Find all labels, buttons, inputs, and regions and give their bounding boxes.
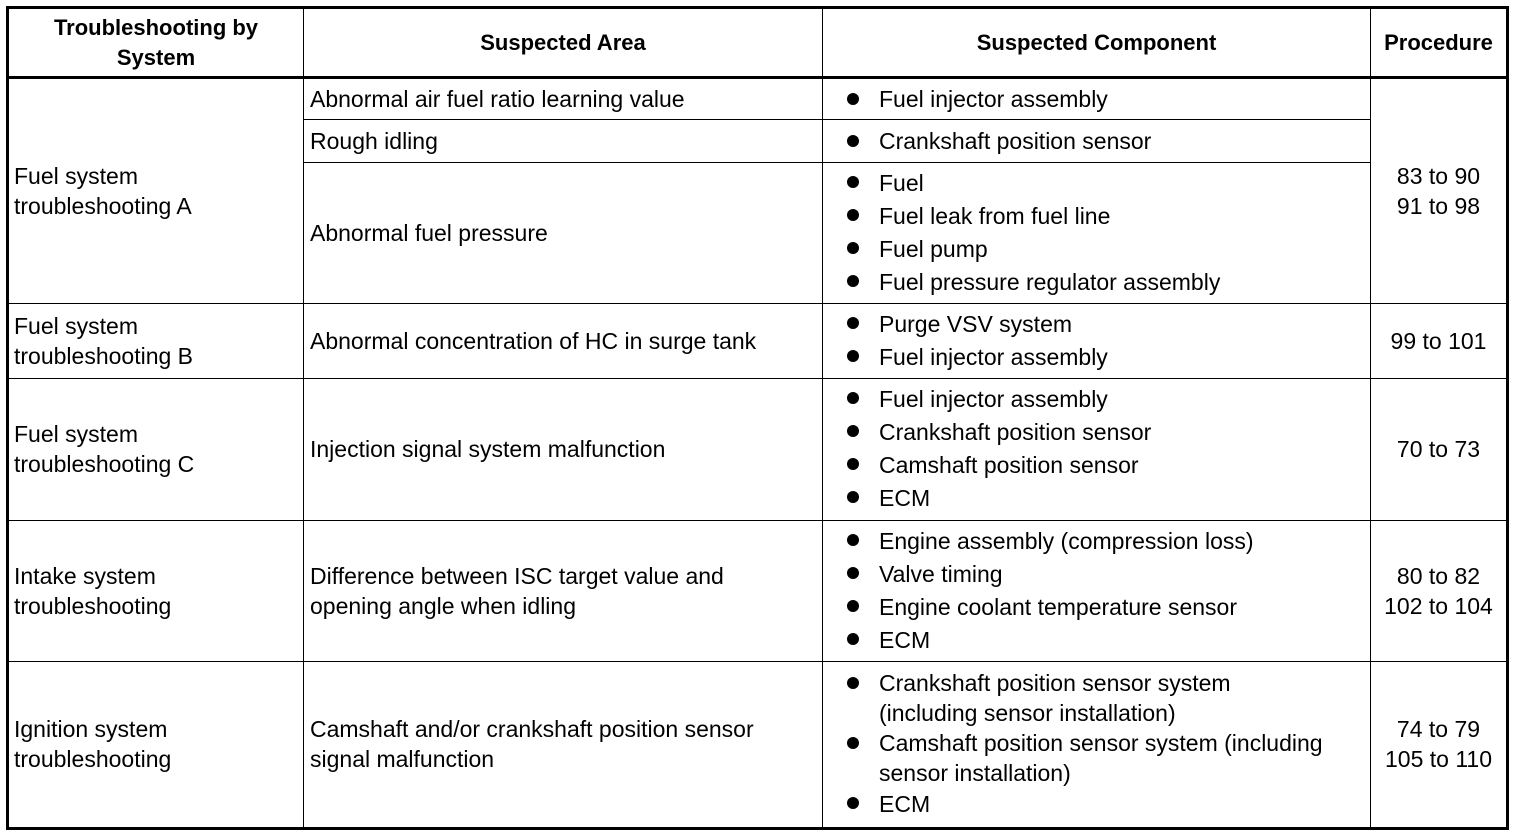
component-item: Fuel pressure regulator assembly bbox=[843, 266, 1364, 299]
area-label: Rough idling bbox=[310, 127, 438, 154]
area-label: Camshaft and/or crankshaft position sensor bbox=[310, 716, 754, 743]
system-label: troubleshooting bbox=[14, 746, 172, 773]
area-cell bbox=[304, 303, 823, 379]
component-line: sensor installation) bbox=[879, 759, 1071, 786]
component-item: ECM bbox=[843, 788, 1364, 821]
header-suspected-area: Suspected Area bbox=[304, 8, 823, 78]
component-line: Crankshaft position sensor system bbox=[879, 669, 1231, 696]
procedure-cell bbox=[1371, 78, 1508, 304]
component-cell bbox=[823, 78, 1371, 120]
system-label: Fuel system bbox=[14, 421, 138, 448]
component-item: Crankshaft position sensor bbox=[843, 126, 1364, 156]
area-label: Injection signal system malfunction bbox=[310, 436, 666, 463]
system-label: Intake system bbox=[14, 562, 156, 589]
system-label: troubleshooting A bbox=[14, 192, 192, 219]
component-item: Fuel injector assembly bbox=[843, 84, 1364, 114]
area-cell bbox=[304, 120, 823, 162]
procedure-range: 80 to 82 bbox=[1396, 562, 1481, 589]
component-item bbox=[843, 728, 1364, 788]
header-suspected-component: Suspected Component bbox=[823, 8, 1371, 78]
component-item: ECM bbox=[843, 482, 1364, 515]
header-row bbox=[8, 8, 1508, 78]
header-system: Troubleshooting by System bbox=[8, 8, 304, 78]
area-label: opening angle when idling bbox=[310, 592, 576, 619]
component-item: ECM bbox=[843, 624, 1364, 657]
component-item: Crankshaft position sensor bbox=[843, 416, 1364, 449]
component-cell bbox=[823, 661, 1371, 828]
system-cell bbox=[8, 661, 304, 828]
component-cell bbox=[823, 120, 1371, 162]
component-item: Camshaft position sensor bbox=[843, 449, 1364, 482]
area-label: signal malfunction bbox=[310, 746, 495, 773]
component-cell bbox=[823, 162, 1371, 303]
component-item: Fuel injector assembly bbox=[843, 341, 1364, 374]
procedure-range: 74 to 79 bbox=[1396, 716, 1481, 743]
system-label: Ignition system bbox=[14, 716, 168, 743]
component-cell bbox=[823, 303, 1371, 379]
procedure-cell bbox=[1371, 661, 1508, 828]
system-cell bbox=[8, 520, 304, 661]
header-procedure: Procedure bbox=[1371, 8, 1508, 78]
table-row bbox=[8, 379, 1508, 520]
table-row bbox=[8, 78, 1508, 120]
area-label: Abnormal fuel pressure bbox=[310, 219, 548, 246]
system-label: troubleshooting C bbox=[14, 451, 195, 478]
component-item: Engine coolant temperature sensor bbox=[843, 591, 1364, 624]
system-label: Fuel system bbox=[14, 313, 138, 340]
area-label: Abnormal concentration of HC in surge tank bbox=[310, 328, 757, 355]
procedure-range: 102 to 104 bbox=[1384, 592, 1493, 619]
system-cell bbox=[8, 303, 304, 379]
procedure-cell bbox=[1371, 520, 1508, 661]
component-item: Valve timing bbox=[843, 558, 1364, 591]
area-cell bbox=[304, 661, 823, 828]
component-cell bbox=[823, 379, 1371, 520]
procedure-range: 83 to 90 bbox=[1396, 162, 1481, 189]
procedure-cell bbox=[1371, 303, 1508, 379]
component-item: Engine assembly (compression loss) bbox=[843, 525, 1364, 558]
troubleshooting-table bbox=[6, 6, 1509, 830]
system-cell bbox=[8, 379, 304, 520]
component-item: Fuel bbox=[843, 167, 1364, 200]
component-cell bbox=[823, 520, 1371, 661]
procedure-range: 70 to 73 bbox=[1396, 436, 1481, 463]
component-item bbox=[843, 668, 1364, 728]
procedure-range: 99 to 101 bbox=[1390, 328, 1487, 355]
area-cell bbox=[304, 78, 823, 120]
system-label: troubleshooting B bbox=[14, 343, 194, 370]
area-cell bbox=[304, 379, 823, 520]
system-cell bbox=[8, 78, 304, 304]
table-row bbox=[8, 661, 1508, 828]
procedure-range: 105 to 110 bbox=[1384, 746, 1492, 773]
table-row bbox=[8, 520, 1508, 661]
component-line: (including sensor installation) bbox=[879, 699, 1176, 726]
table-row bbox=[8, 303, 1508, 379]
component-item: Purge VSV system bbox=[843, 308, 1364, 341]
component-item: Fuel pump bbox=[843, 233, 1364, 266]
system-label: troubleshooting bbox=[14, 592, 172, 619]
component-item: Fuel leak from fuel line bbox=[843, 200, 1364, 233]
component-line: Camshaft position sensor system (including bbox=[879, 729, 1323, 756]
system-label: Fuel system bbox=[14, 162, 138, 189]
area-cell bbox=[304, 520, 823, 661]
area-label: Difference between ISC target value and bbox=[310, 562, 724, 589]
procedure-cell bbox=[1371, 379, 1508, 520]
area-label: Abnormal air fuel ratio learning value bbox=[310, 86, 685, 113]
procedure-range: 91 to 98 bbox=[1396, 192, 1481, 219]
area-cell bbox=[304, 162, 823, 303]
component-item: Fuel injector assembly bbox=[843, 383, 1364, 416]
